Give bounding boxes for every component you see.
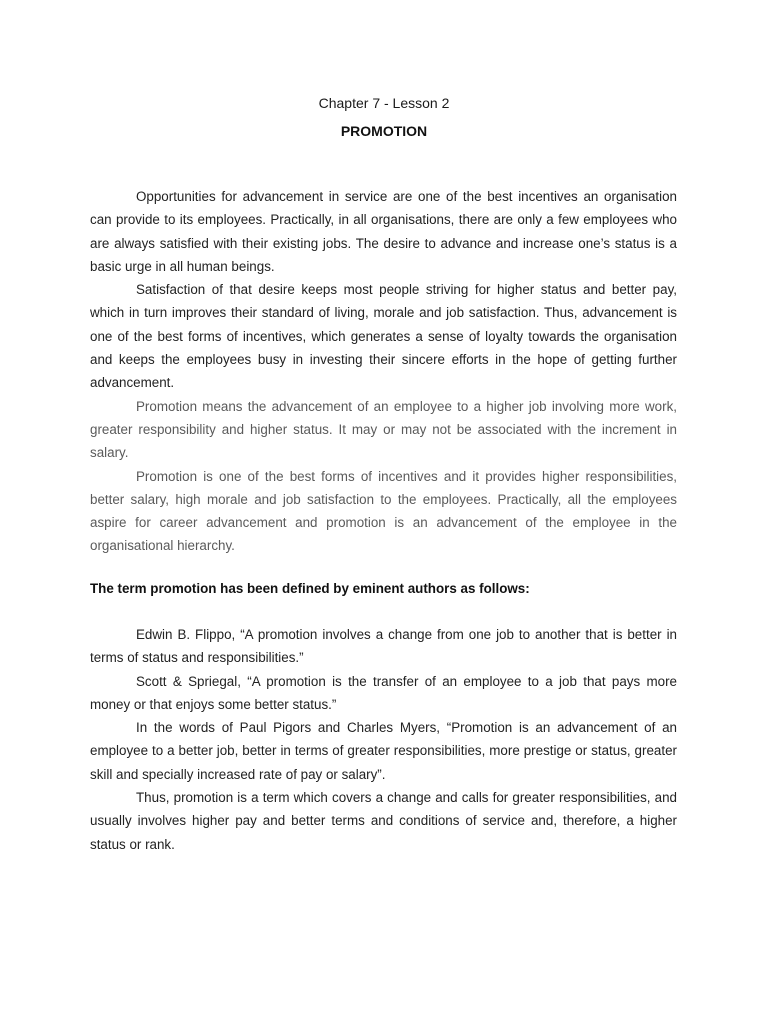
definition-paragraph: Thus, promotion is a term which covers a change and calls for greater responsibilities, and usually involves higher pay and better terms and conditions of service and, therefore, a higher status or rank. <box>90 790 677 852</box>
definition-paragraph: Edwin B. Flippo, “A promotion involves a change from one job to another that is better in terms of status and responsibilities.” <box>90 627 677 666</box>
intro-paragraph: Promotion is one of the best forms of incentives and it provides higher responsibilities, better salary, high morale and job satisfaction to the employees. Practically, all the employees aspire for career advancement and promotion is an advancement of the employee in the organisational hierarchy. <box>90 468 677 554</box>
chapter-heading: Chapter 7 - Lesson 2 <box>318 95 450 111</box>
intro-paragraph: Opportunities for advancement in service are one of the best incentives an organisation can provide to its employees. Practically, in all organisations, there are only a few employees who are always satisfied with their existing jobs. The desire to advance and increase one’s status is a basic urge in all human beings. <box>90 189 677 274</box>
page-title: PROMOTION <box>340 123 428 139</box>
intro-paragraph: Satisfaction of that desire keeps most people striving for higher status and better pay, which in turn improves their standard of living, morale and job satisfaction. Thus, advancement is one of the best forms of incentives, which generates a sense of loyalty towards the organisation and keeps the employees busy in investing their sincere efforts in the hope of getting further advancement. <box>90 282 677 391</box>
definitions-section <box>90 623 677 856</box>
definition-paragraph: In the words of Paul Pigors and Charles Myers, “Promotion is an advancement of an employee to a better job, better in terms of greater responsibilities, more prestige or status, greater skill and specially increased rate of pay or salary”. <box>90 720 677 782</box>
intro-paragraph: Promotion means the advancement of an employee to a higher job involving more work, greater responsibility and higher status. It may or may not be associated with the increment in salary. <box>90 398 677 461</box>
definitions-heading: The term promotion has been defined by eminent authors as follows: <box>90 581 530 596</box>
definition-paragraph: Scott & Spriegal, “A promotion is the transfer of an employee to a job that pays more money or that enjoys some better status.” <box>90 673 677 712</box>
intro-section <box>90 185 677 558</box>
